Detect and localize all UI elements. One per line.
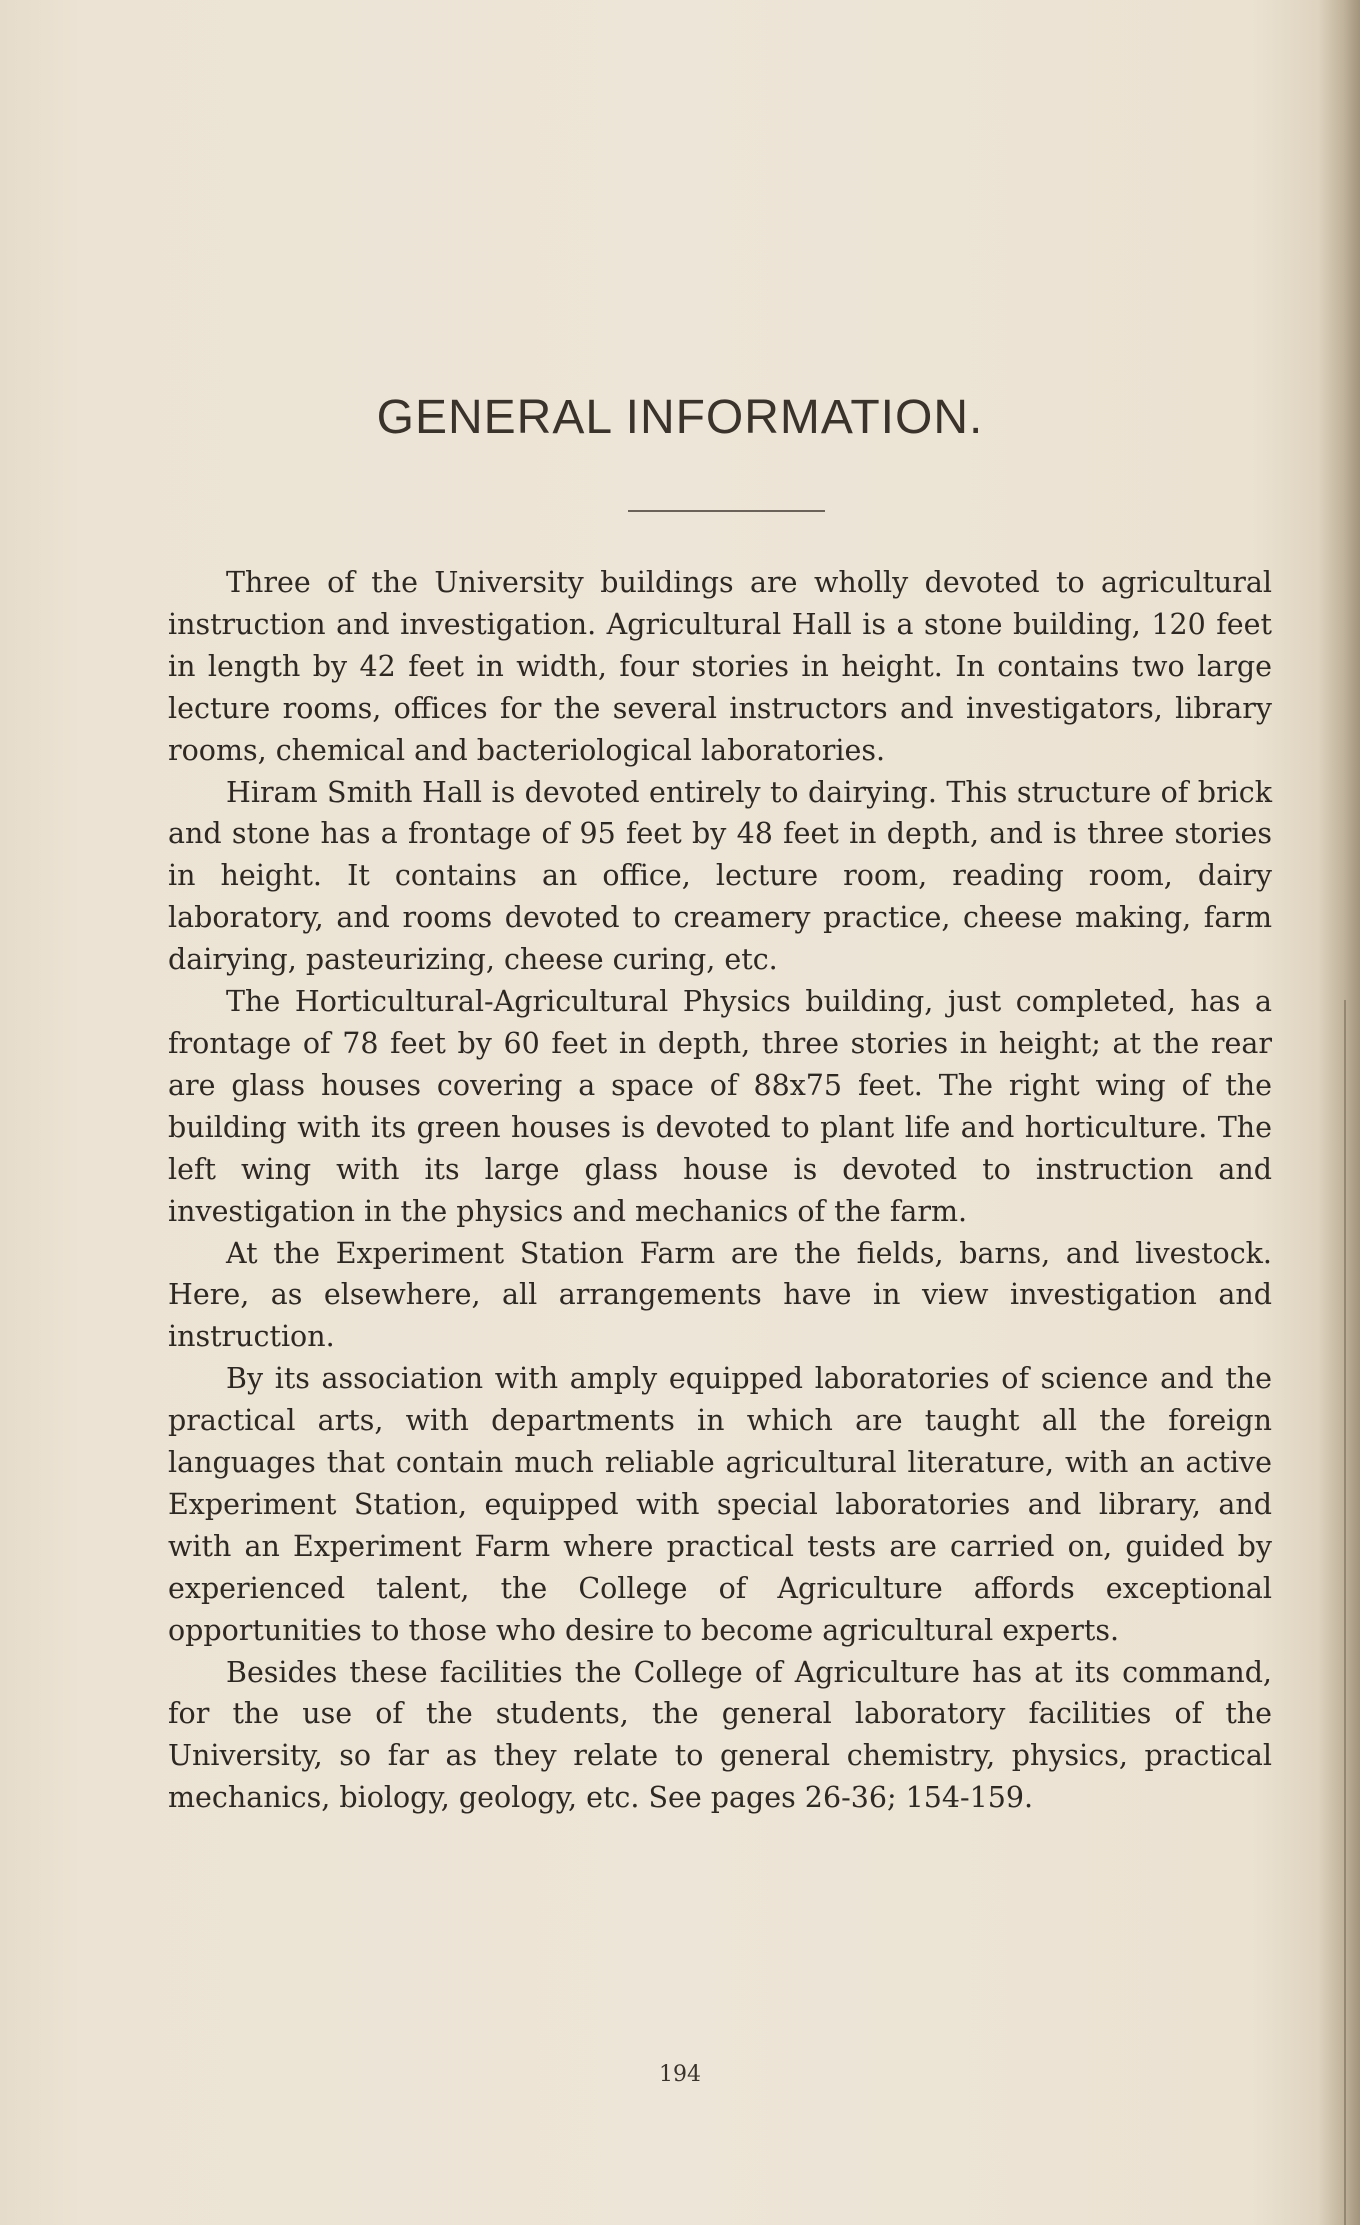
paragraph-horticultural-physics-building: The Horticultural-Agricultural Physics building, just completed, has a frontage of 78 feet by 60 feet in depth, three stories in height; at the rear are glass houses covering a space of 88x75 feet. The right wing of the building with its green houses is devoted to plant life and horticulture. The left wing with its large glass house is devoted to instruction and investigation in the physics and mechanics of the farm. <box>168 985 1272 1228</box>
page-edge-line <box>1344 1000 1346 2225</box>
title-divider <box>628 510 825 512</box>
paragraph-university-buildings: Three of the University buildings are wholly devoted to agricultural instruction and investigation. Agricultural Hall is a stone building, 120 feet in length by 42 feet in width, four stories in height. In contains two large lecture rooms, offices for the several instructors and investigators, library rooms, chemical and bacteriological laboratories. <box>168 566 1272 767</box>
page-title: GENERAL INFORMATION. <box>376 391 984 444</box>
page-edge-shadow <box>1318 0 1360 2225</box>
paragraph-experiment-station-farm: At the Experiment Station Farm are the fields, barns, and livestock. Here, as elsewhere, all arrangements have in view investigation and instruction. <box>168 1236 1272 1354</box>
page-number: 194 <box>659 2062 701 2087</box>
paragraph-college-association: By its association with amply equipped laboratories of science and the practical arts, with departments in which are taught all the foreign languages that contain much reliable agricultural literature, with an active Experiment Station, equipped with special laboratories and library, and with an Experiment Farm where practical tests are carried on, guided by experienced talent, the College of Agriculture affords exceptional opportunities to those who desire to become agricultural experts. <box>168 1362 1272 1647</box>
body-text <box>168 562 1272 1819</box>
paragraph-hiram-smith-hall: Hiram Smith Hall is devoted entirely to dairying. This structure of brick and stone has a frontage of 95 feet by 48 feet in depth, and is three stories in height. It contains an office, lecture room, reading room, dairy laboratory, and rooms devoted to creamery practice, cheese making, farm dairying, pasteurizing, cheese curing, etc. <box>168 775 1272 977</box>
paragraph-laboratory-facilities: Besides these facilities the College of Agriculture has at its command, for the use of the students, the general laboratory facilities of the University, so far as they relate to general chemistry, physics, practical mechanics, biology, geology, etc. See pages 26-36; 154-159. <box>168 1655 1272 1815</box>
